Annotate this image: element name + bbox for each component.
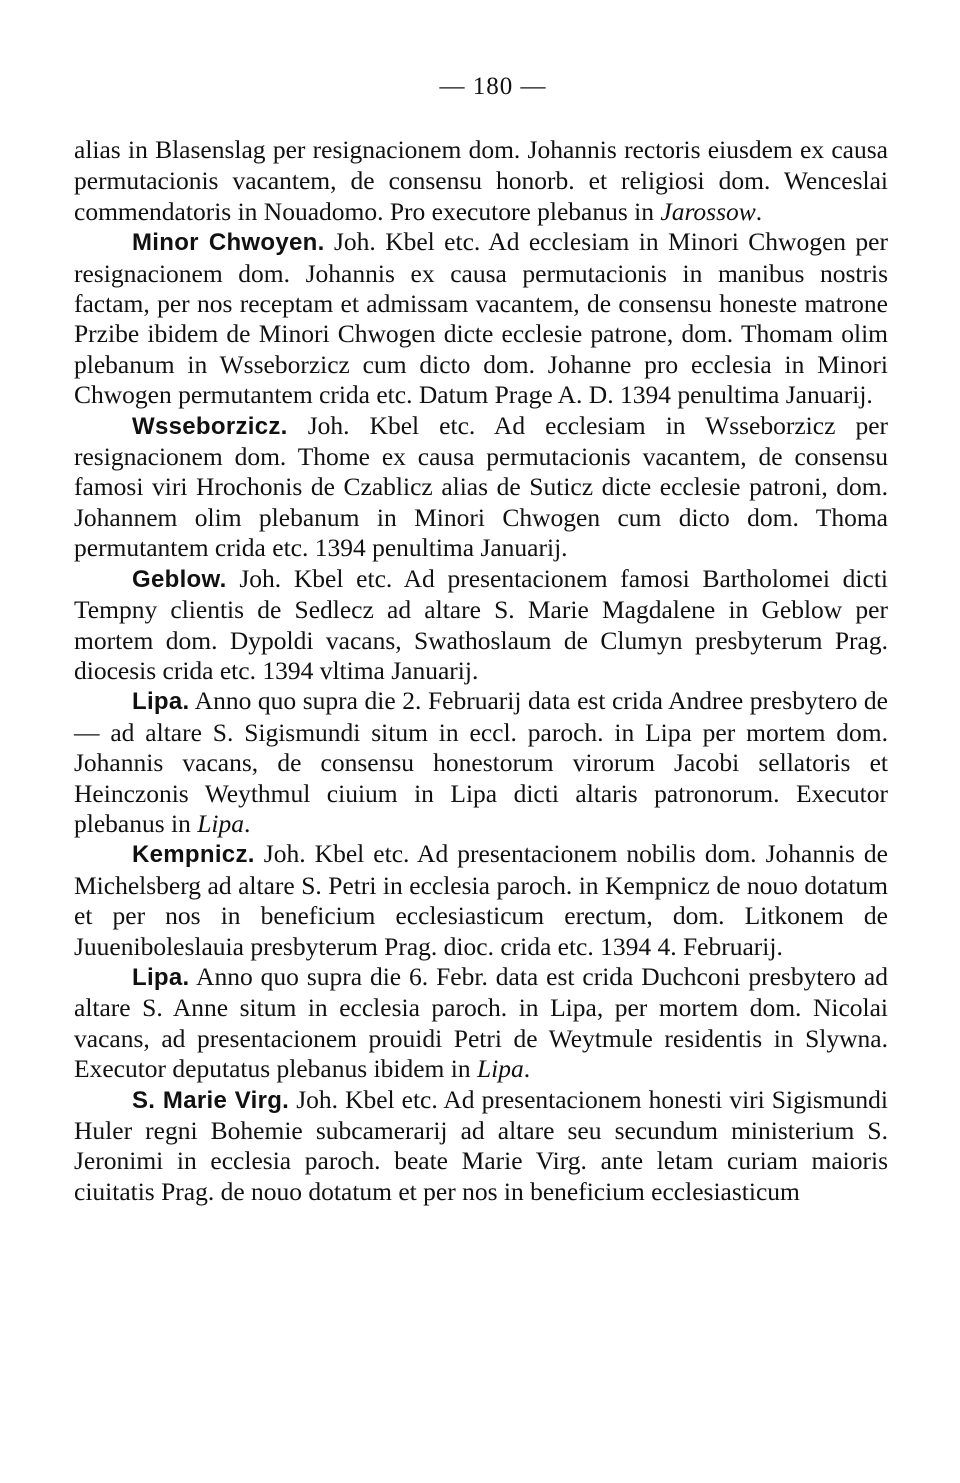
entry-tail: . <box>244 808 251 838</box>
entry-heading: Kempnicz. <box>132 841 255 869</box>
entry-geblow <box>74 564 888 687</box>
entry-s-marie-virg <box>74 1085 888 1208</box>
entry-heading: Lipa. <box>132 963 190 991</box>
entry-text: Joh. Kbel etc. Ad ecclesiam in Minori Chwogen per resignacionem dom. Johannis ex causa permutacionis in manibus nostris factam, per nos receptam et admissam vacantem, de consensu honeste matrone Przibe ibidem de Minori Chwogen dicte ecclesie patrone, dom. Thomam olim plebanum in Wsseborzicz cum dicto dom. Johanne pro ecclesia in Minori Chwogen permutantem crida etc. Datum Prage A. D. 1394 penultima Januarij. <box>74 227 888 410</box>
entry-text: Anno quo supra die 2. Februarij data est crida Andree presbytero de — ad altare S. Sigismundi situm in eccl. paroch. in Lipa per mortem dom. Johannis vacans, de consensu honestorum virorum Jacobi sellatoris et Heinczonis Weythmul ciuium in Lipa dicti altaris patronorum. Executor plebanus in <box>74 686 888 838</box>
entry-blasenslag <box>74 135 888 227</box>
entry-heading: Lipa. <box>132 688 190 716</box>
entry-place: Lipa <box>476 1054 524 1084</box>
entry-text: Joh. Kbel etc. Ad presentacionem honesti viri Sigismundi Huler regni Bohemie subcamerarij ad altare seu secundum ministerium S. Jeronimi in ecclesia paroch. beate Marie Virg. ante letam curiam maioris ciuitatis Prag. de nouo dotatum et per nos in beneficium ecclesiasticum <box>74 1084 888 1206</box>
entry-lipa-1 <box>74 686 888 839</box>
entry-heading: Geblow. <box>132 565 227 593</box>
entry-wsseborzicz <box>74 411 888 564</box>
entry-tail: . <box>755 196 763 226</box>
entry-text: Joh. Kbel etc. Ad presentacionem nobilis dom. Johannis de Michelsberg ad altare S. Petri in ecclesia paroch. in Kempnicz de nouo dotatum et per nos in beneficium ecclesiasticum erectum, dom. Litkonem de Juueniboleslauia presbyterum Prag. dioc. crida etc. 1394 4. Februarij. <box>74 839 888 961</box>
entry-text: Anno quo supra die 6. Febr. data est crida Duchconi presbytero ad altare S. Anne situm in ecclesia paroch. in Lipa, per mortem dom. Nicolai vacans, ad presentacionem prouidi Petri de Weytmule residentis in Slywna. Executor deputatus plebanus ibidem in <box>74 961 888 1084</box>
page-number: — 180 — <box>439 73 547 100</box>
entry-text: alias in Blasenslag per resignacionem dom. Johannis rectoris eiusdem ex causa permutacionis vacantem, de consensu honorb. et religiosi dom. Wenceslai commendatoris in Nouadomo. Pro executore plebanus in <box>74 135 888 226</box>
entry-lipa-2 <box>74 962 888 1085</box>
entry-heading: Minor Chwoyen. <box>132 229 325 257</box>
entry-text: Joh. Kbel etc. Ad presentacionem famosi Bartholomei dicti Tempny clientis de Sedlecz ad altare S. Marie Magdalene in Geblow per mortem dom. Dypoldi vacans, Swathoslaum de Clumyn presbyterum Prag. diocesis crida etc. 1394 vltima Januarij. <box>74 563 888 685</box>
entry-text: Joh. Kbel etc. Ad ecclesiam in Wsseborzicz per resignacionem dom. Thome ex causa permutacionis vacantem, de consensu famosi viri Hrochonis de Czablicz alias de Suticz dicte ecclesie patroni, dom. Johannem olim plebanum in Minori Chwogen cum dicto dom. Thoma permutantem crida etc. 1394 penultima Januarij. <box>74 410 888 563</box>
entry-minor-chwoyen <box>74 227 888 410</box>
entry-tail: . <box>523 1054 531 1084</box>
entry-heading: Wsseborzicz. <box>132 412 288 440</box>
entry-place: Lipa <box>197 808 245 838</box>
entry-kempnicz <box>74 839 888 962</box>
entry-heading: S. Marie Virg. <box>132 1086 290 1114</box>
entry-place: Jarossow <box>660 196 756 226</box>
